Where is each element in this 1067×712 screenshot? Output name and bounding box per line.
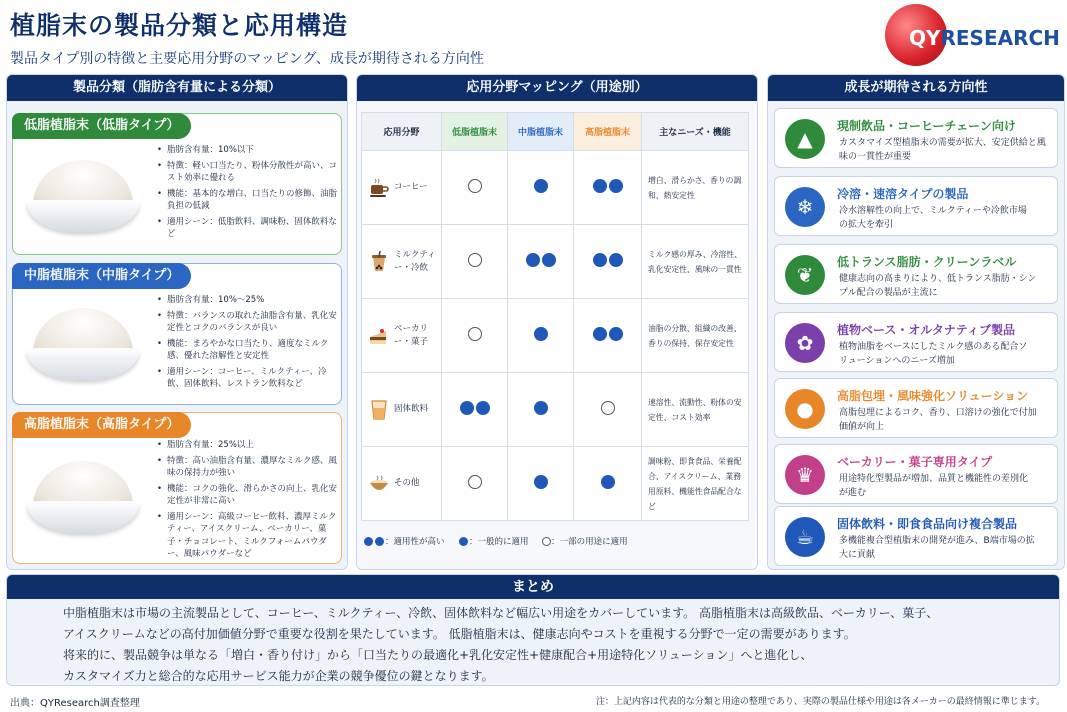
- legend-general: ：一般的に適用: [469, 537, 529, 547]
- legend-high: ：適用性が高い: [385, 537, 445, 547]
- rating-mid: [508, 447, 574, 521]
- col-header: 高脂植脂末: [574, 113, 642, 151]
- col-header: 主なニーズ・機能: [642, 113, 749, 151]
- footnote: 注：上記内容は代表的な分類と用途の整理であり、実際の製品仕様や用途は各メーカーの最終情報に準じます。: [595, 697, 1045, 707]
- bullet: • 脂肪含有量：10%以下: [157, 144, 339, 157]
- trend-title: 固体飲料・即食食品向け複合製品: [837, 517, 1018, 531]
- trend-desc: カスタマイズ型植脂末の需要が拡大、安定供給と風味の一貫性が重要: [839, 138, 1046, 162]
- dot-icon: [459, 537, 468, 546]
- rating-low: [442, 299, 508, 373]
- dot-icon: [609, 179, 623, 193]
- summary-line: アイスクリームなどの高付加価値分野で重要な役割を果たしています。 低脂植脂末は、健康志向やコストを重視する分野で一定の需要があります。: [63, 627, 856, 641]
- product-tag: 中脂植脂末（中脂タイプ）: [12, 263, 191, 289]
- dot-icon: [534, 327, 548, 341]
- circle-outline-icon: [468, 253, 482, 267]
- dot-icon: [534, 475, 548, 489]
- table-row: [362, 447, 749, 521]
- bullet: • 適用シーン：コーヒー、ミルクティー、冷飲、固体飲料、レストラン飲料など: [157, 366, 341, 391]
- product-tag: 高脂植脂末（高脂タイプ）: [12, 412, 191, 438]
- app-cell: [362, 299, 442, 373]
- rating-mid: [508, 151, 574, 225]
- bullet: • 特徴：高い油脂含有量、濃厚なミルク感、風味の保持力が強い: [157, 455, 343, 480]
- trend-desc: 高脂包埋によるコク、香り、口溶けの強化で付加価値が向上: [839, 408, 1037, 432]
- need-cell: ミルク感の厚み、冷溶性、乳化安定性、風味の一貫性: [642, 225, 749, 299]
- panel-heading: 製品分類（脂肪含有量による分類）: [7, 75, 347, 101]
- dot-icon: [534, 179, 548, 193]
- trend-desc: 多機能複合型植脂末の開発が進み、B端市場の拡大に貢献: [839, 536, 1035, 560]
- need-cell: 速溶性、流動性、粉体の安定性、コスト効率: [642, 373, 749, 447]
- bullet: • 適用シーン：低脂飲料、調味粉、固体飲料など: [157, 216, 339, 241]
- table-row: [362, 225, 749, 299]
- col-header: 中脂植脂末: [508, 113, 574, 151]
- trend-card: [774, 176, 1058, 236]
- dot-icon: [609, 327, 623, 341]
- leaf-icon: ❦: [785, 255, 825, 295]
- panel-heading: 応用分野マッピング（用途別）: [357, 75, 757, 101]
- qyresearch-logo: [885, 4, 1060, 66]
- rating-mid: [508, 299, 574, 373]
- product-card-high: [12, 412, 342, 564]
- rating-mid: [508, 225, 574, 299]
- trend-card: [774, 506, 1058, 566]
- product-bullets: [157, 294, 341, 394]
- col-header: 低脂植脂末: [442, 113, 508, 151]
- rating-high: [574, 151, 642, 225]
- product-card-low: [12, 113, 342, 255]
- rating-high: [574, 373, 642, 447]
- circle-outline-icon: [601, 401, 615, 415]
- glass-icon: [368, 399, 390, 421]
- powder-bowl-image: [27, 154, 139, 236]
- legend-partial: ：一部の用途に適用: [551, 537, 628, 547]
- coffee-cup-icon: [368, 177, 390, 199]
- product-bullets: [157, 144, 339, 244]
- bowl-icon: [368, 473, 390, 495]
- rating-mid: [508, 373, 574, 447]
- summary-line: 将来的に、製品競争は単なる「増白・香り付け」から「口当たりの最適化+乳化安定性+健康配合+用途特化ソリューション」へと進化し、: [63, 648, 813, 662]
- table-legend: [363, 535, 628, 547]
- trend-card: [774, 378, 1058, 438]
- table-row: [362, 151, 749, 225]
- rating-high: [574, 447, 642, 521]
- powder-bowl-image: [27, 302, 139, 384]
- circle-outline-icon: [542, 537, 551, 546]
- circle-outline-icon: [468, 475, 482, 489]
- table-row: [362, 373, 749, 447]
- bullet: • 機能：基本的な増白、口当たりの修飾、油脂負担の低減: [157, 188, 339, 213]
- trend-title: 低トランス脂肪・クリーンラベル: [837, 255, 1017, 269]
- summary-line: カスタマイズ力と総合的な応用サービス能力が企業の競争優位の鍵となります。: [63, 669, 494, 683]
- bullet: • 特徴：軽い口当たり、粉体分散性が高い、コスト効率に優れる: [157, 160, 339, 185]
- sprout-icon: ✿: [785, 323, 825, 363]
- circle-outline-icon: [468, 179, 482, 193]
- dot-icon: [593, 253, 607, 267]
- trend-title: ベーカリー・菓子専用タイプ: [837, 455, 993, 469]
- dot-icon: [593, 327, 607, 341]
- snowflake-icon: ❄: [785, 187, 825, 227]
- dot-icon: [542, 253, 556, 267]
- trend-desc: 用途特化型製品が増加、品質と機能性の差別化が進む: [839, 474, 1029, 498]
- dot-icon: [526, 253, 540, 267]
- cup-icon: ☕: [785, 517, 825, 557]
- summary-heading: まとめ: [7, 575, 1059, 599]
- dot-icon: [609, 253, 623, 267]
- dot-icon: [476, 401, 490, 415]
- dot-icon: [593, 179, 607, 193]
- trend-card: [774, 244, 1058, 304]
- page-title: 植脂末の製品分類と応用構造: [10, 11, 349, 40]
- rating-low: [442, 151, 508, 225]
- bullet: • 適用シーン：高級コーヒー飲料、濃厚ミルクティー、アイスクリーム、ベーカリー、菓子・チョコレート、ミルクフォームパウダー、風味パウダーなど: [157, 511, 343, 561]
- trend-title: 現制飲品・コーヒーチェーン向け: [837, 119, 1016, 133]
- source-note: 出典：QYResearch調査整理: [10, 698, 140, 709]
- bubble-tea-icon: [368, 251, 390, 273]
- powder-bowl-image: [27, 455, 139, 537]
- trend-desc: 冷水溶解性の向上で、ミルクティーや冷飲市場の拡大を牽引: [839, 206, 1027, 230]
- cake-icon: [368, 325, 390, 347]
- need-cell: 増白、滑らかさ、香りの調和、熱安定性: [642, 151, 749, 225]
- application-table: [361, 112, 749, 521]
- col-header: 応用分野: [362, 113, 442, 151]
- page-subtitle: 製品タイプ別の特徴と主要応用分野のマッピング、成長が期待される方向性: [10, 51, 484, 67]
- rating-low: [442, 447, 508, 521]
- app-cell: [362, 373, 442, 447]
- trend-title: 高脂包埋・風味強化ソリューション: [837, 389, 1029, 403]
- rating-high: [574, 225, 642, 299]
- app-cell: [362, 225, 442, 299]
- dot-icon: [534, 401, 548, 415]
- rating-high: [574, 299, 642, 373]
- app-name: その他: [394, 478, 420, 488]
- trend-title: 植物ベース・オルタナティブ製品: [837, 323, 1015, 337]
- logo-text: QYRESEARCH: [909, 26, 1060, 50]
- circle-outline-icon: [468, 327, 482, 341]
- bullet: • 脂肪含有量：25%以上: [157, 439, 343, 452]
- need-cell: 調味粉、即食食品、栄養配合、アイスクリーム、業務用原料、機能性食品配合など: [642, 447, 749, 521]
- trend-title: 冷溶・速溶タイプの製品: [837, 187, 969, 201]
- trend-card: [774, 444, 1058, 504]
- app-cell: [362, 151, 442, 225]
- app-name: 固体飲料: [394, 404, 429, 414]
- trend-desc: 健康志向の高まりにより、低トランス脂肪・シンプル配合の製品が主流に: [839, 274, 1037, 298]
- app-name: コーヒー: [394, 182, 428, 192]
- app-name: ミルクティー・冷飲: [394, 249, 436, 273]
- trend-card: [774, 108, 1058, 168]
- summary-body: [63, 603, 1053, 687]
- trend-desc: 植物油脂をベースにしたミルク感のある配合ソリューションへのニーズ増加: [839, 342, 1028, 366]
- summary-panel: [6, 574, 1060, 686]
- panel-heading: 成長が期待される方向性: [768, 75, 1064, 101]
- app-name: ベーカリー・菓子: [394, 323, 429, 347]
- bullet: • 特徴：バランスの取れた油脂含有量、乳化安定性とコクのバランスが良い: [157, 310, 341, 335]
- app-cell: [362, 447, 442, 521]
- drop-icon: ●: [785, 389, 825, 429]
- bullet: • 機能：まろやかな口当たり、適度なミルク感、優れた溶解性と安定性: [157, 338, 341, 363]
- table-row: [362, 299, 749, 373]
- product-bullets: [157, 439, 343, 564]
- product-card-mid: [12, 263, 342, 405]
- dot-icon: [375, 537, 384, 546]
- bullet: • 脂肪含有量：10%〜25%: [157, 294, 341, 307]
- dot-icon: [460, 401, 474, 415]
- need-cell: 油脂の分散、組織の改善、香りの保持、保存安定性: [642, 299, 749, 373]
- dot-icon: [364, 537, 373, 546]
- dot-icon: [601, 475, 615, 489]
- rating-low: [442, 373, 508, 447]
- cupcake-icon: ♛: [785, 455, 825, 495]
- product-tag: 低脂植脂末（低脂タイプ）: [12, 113, 191, 139]
- growth-chart-icon: ▲: [785, 119, 825, 159]
- bullet: • 機能：コクの強化、滑らかさの向上、乳化安定性が非常に高い: [157, 483, 343, 508]
- trend-card: [774, 312, 1058, 372]
- rating-low: [442, 225, 508, 299]
- summary-line: 中脂植脂末は市場の主流製品として、コーヒー、ミルクティー、冷飲、固体飲料など幅広い用途をカバーしています。 高脂植脂末は高級飲品、ベーカリー、菓子、: [63, 606, 939, 620]
